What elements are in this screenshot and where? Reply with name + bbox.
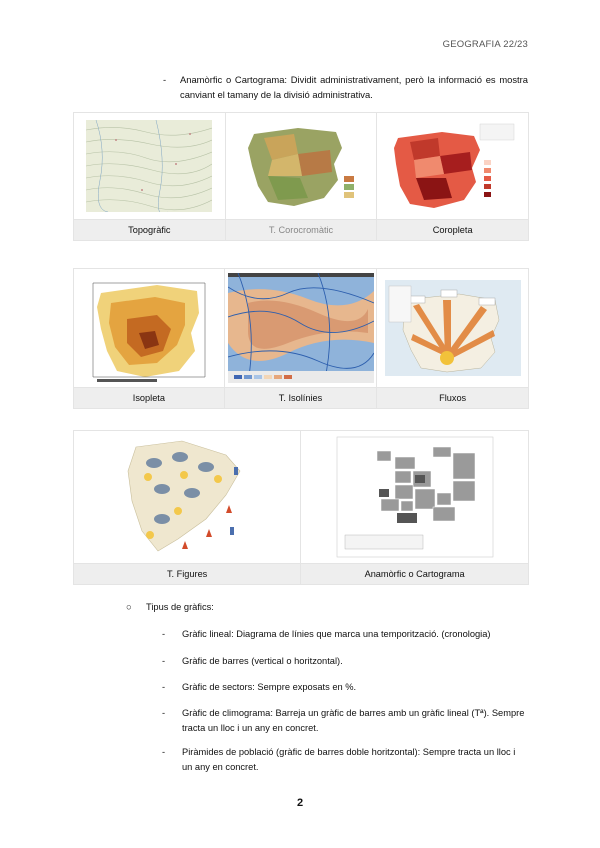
item-dash: -	[162, 656, 166, 666]
item-dash: -	[162, 629, 166, 639]
intro-dash: -	[163, 74, 167, 85]
intro-paragraph	[163, 72, 528, 102]
coropleta-map-cell	[377, 113, 529, 220]
caption-corocromatic: T. Corocromàtic	[225, 220, 377, 241]
isopleta-map-image	[87, 273, 211, 383]
caption-isolinies: T. Isolínies	[224, 388, 377, 409]
corocromatic-map-image	[238, 120, 364, 212]
isolinies-map-image	[228, 273, 374, 383]
item-text: Gràfic de sectors: Sempre exposats en %.	[182, 682, 357, 692]
list-title: Tipus de gràfics:	[146, 602, 214, 612]
page-number: 2	[296, 797, 304, 809]
fluxos-map-image	[385, 280, 521, 376]
isolinies-map-cell	[224, 269, 377, 388]
list-item	[162, 680, 528, 695]
item-text: Gràfic lineal: Diagrama de línies que marca una temporització. (cronologia)	[182, 629, 491, 639]
fluxos-map-cell	[377, 269, 529, 388]
figures-map-cell	[74, 431, 301, 564]
caption-cartograma: Anamòrfic o Cartograma	[301, 564, 529, 585]
item-text: Piràmides de població (gràfic de barres doble horitzontal): Sempre tracta un lloc i un any en concret.	[182, 747, 516, 772]
caption-isopleta: Isopleta	[74, 388, 225, 409]
item-text: Gràfic de barres (vertical o horitzontal).	[182, 656, 343, 666]
topografic-map-image	[86, 120, 212, 212]
list-item	[162, 654, 528, 669]
corocromatic-map-cell	[225, 113, 377, 220]
caption-fluxos: Fluxos	[377, 388, 529, 409]
caption-topografic: Topogràfic	[74, 220, 226, 241]
map-table-row3	[73, 430, 529, 585]
coropleta-map-image	[390, 120, 516, 212]
cartograma-map-cell	[301, 431, 529, 564]
intro-text: Anamòrfic o Cartograma: Dividit administrativament, però la informació es mostra canviant el tamany de la divisió administrativa.	[180, 74, 528, 100]
list-item	[162, 745, 528, 774]
cartograma-map-image	[335, 435, 495, 559]
chart-types-list	[126, 600, 528, 772]
topografic-map-cell	[74, 113, 226, 220]
list-item	[162, 627, 528, 642]
item-dash: -	[162, 682, 166, 692]
caption-figures: T. Figures	[74, 564, 301, 585]
item-dash: -	[162, 708, 166, 718]
caption-coropleta: Coropleta	[377, 220, 529, 241]
list-bullet: ○	[126, 602, 132, 612]
isopleta-map-cell	[74, 269, 225, 388]
item-dash: -	[162, 747, 166, 757]
page-header: GEOGRAFIA 22/23	[442, 39, 528, 50]
item-text: Gràfic de climograma: Barreja un gràfic de barres amb un gràfic lineal (Tª). Sempre tracta un lloc i un any en concret.	[182, 708, 525, 733]
map-table-row1	[73, 112, 529, 241]
list-item	[162, 706, 528, 735]
figures-map-image	[122, 435, 252, 559]
map-table-row2	[73, 268, 529, 409]
